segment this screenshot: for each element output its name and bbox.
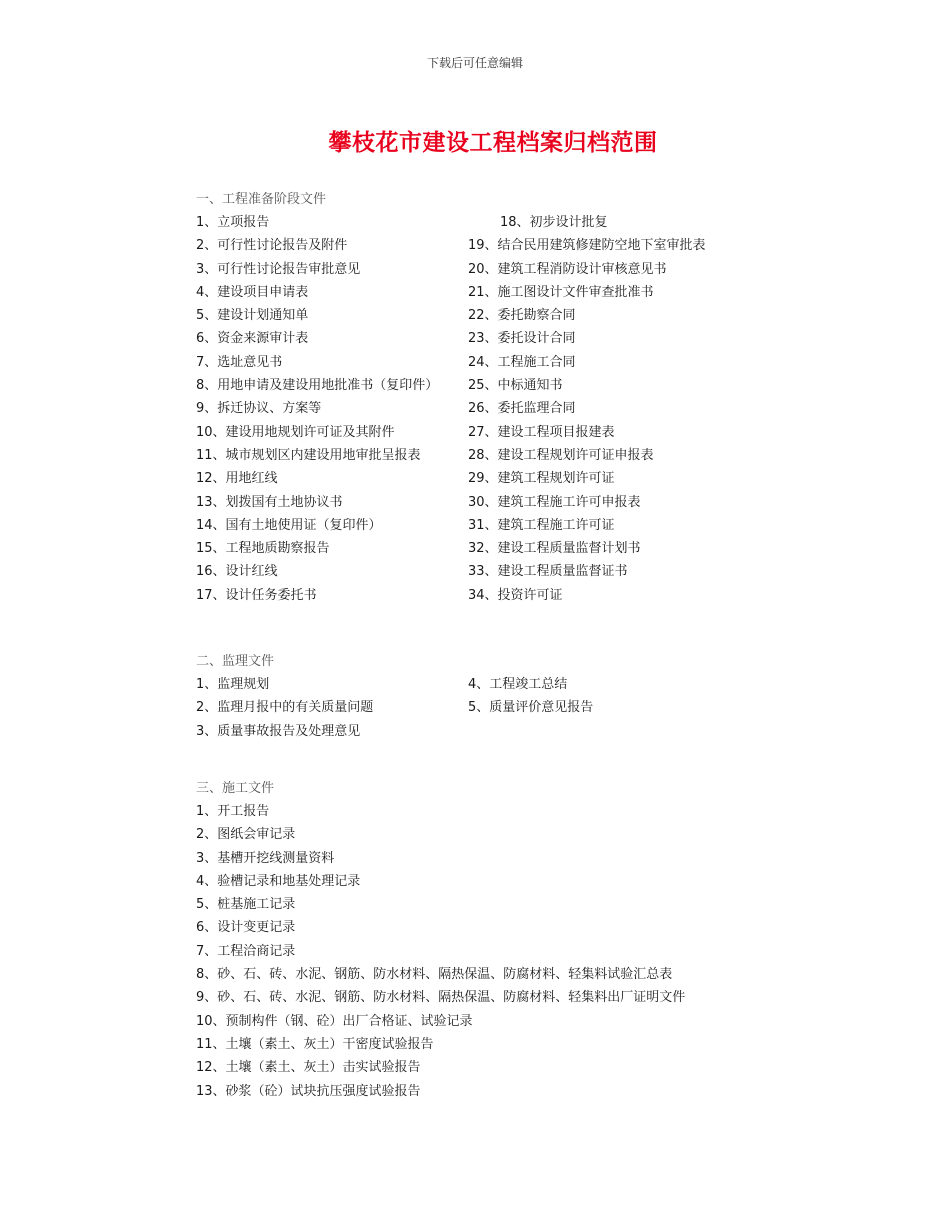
list-item: 3、可行性讨论报告审批意见 — [196, 261, 361, 277]
list-item: 8、用地申请及建设用地批准书（复印件） — [196, 378, 439, 394]
section-title: 一、工程准备阶段文件 — [196, 192, 327, 207]
left-column — [196, 211, 438, 607]
list-item: 7、选址意见书 — [196, 354, 283, 370]
list-item: 6、设计变更记录 — [196, 920, 296, 936]
list-item: 27、建设工程项目报建表 — [468, 424, 615, 440]
list-item: 10、建设用地规划许可证及其附件 — [196, 424, 395, 440]
list-item: 9、拆迁协议、方案等 — [196, 401, 322, 417]
list-item: 13、划拨国有土地协议书 — [196, 494, 343, 510]
list-item: 26、委托监理合同 — [468, 401, 576, 417]
list-item: 11、土壤（素土、灰土）干密度试验报告 — [196, 1036, 434, 1052]
section-title: 二、监理文件 — [196, 654, 275, 669]
list-item: 3、质量事故报告及处理意见 — [196, 723, 361, 739]
list-item: 16、设计红线 — [196, 564, 278, 580]
list-item: 33、建设工程质量监督证书 — [468, 564, 628, 580]
list-item: 29、建筑工程规划许可证 — [468, 471, 615, 487]
list-item: 5、桩基施工记录 — [196, 897, 296, 913]
list-item: 9、砂、石、砖、水泥、钢筋、防水材料、隔热保温、防腐材料、轻集料出厂证明文件 — [196, 990, 686, 1006]
section-construction — [196, 777, 836, 1103]
list-item: 2、图纸会审记录 — [196, 827, 296, 843]
list-item: 17、设计任务委托书 — [196, 587, 317, 603]
list-item: 1、立项报告 — [196, 215, 270, 230]
list-item: 14、国有土地使用证（复印件） — [196, 517, 382, 533]
list-item: 10、预制构件（钢、砼）出厂合格证、试验记录 — [196, 1013, 473, 1029]
list-item: 6、资金来源审计表 — [196, 331, 309, 347]
list-item: 31、建筑工程施工许可证 — [468, 517, 615, 533]
list-item: 24、工程施工合同 — [468, 354, 576, 370]
right-column — [468, 211, 706, 607]
list-item: 13、砂浆（砼）试块抗压强度试验报告 — [196, 1083, 421, 1099]
list-item: 30、建筑工程施工许可申报表 — [468, 494, 641, 510]
list-item: 4、验槽记录和地基处理记录 — [196, 873, 361, 889]
list-item: 4、建设项目申请表 — [196, 284, 309, 300]
list-item: 12、土壤（素土、灰土）击实试验报告 — [196, 1060, 421, 1076]
right-column — [468, 673, 593, 720]
list-item: 21、施工图设计文件审查批准书 — [468, 284, 654, 300]
section-supervision — [196, 650, 836, 739]
list-item: 25、中标通知书 — [468, 378, 563, 394]
list-item: 4、工程竣工总结 — [468, 677, 568, 692]
list-item: 19、结合民用建筑修建防空地下室审批表 — [468, 238, 706, 254]
list-item: 12、用地红线 — [196, 471, 278, 487]
list-item: 23、委托设计合同 — [468, 331, 576, 347]
list-item: 2、可行性讨论报告及附件 — [196, 238, 348, 254]
list-item: 5、建设计划通知单 — [196, 308, 309, 324]
list-item: 11、城市规划区内建设用地审批呈报表 — [196, 447, 421, 463]
list-item: 8、砂、石、砖、水泥、钢筋、防水材料、隔热保温、防腐材料、轻集料试验汇总表 — [196, 967, 673, 983]
section-title: 三、施工文件 — [196, 781, 275, 796]
list-item: 2、监理月报中的有关质量问题 — [196, 700, 374, 716]
header-note: 下载后可任意编辑 — [426, 56, 523, 70]
list-item: 7、工程洽商记录 — [196, 943, 296, 959]
list-item: 22、委托勘察合同 — [468, 308, 576, 324]
left-column — [196, 673, 373, 743]
list-item: 18、初步设计批复 — [500, 215, 608, 230]
list-item: 5、质量评价意见报告 — [468, 700, 594, 716]
list-item: 20、建筑工程消防设计审核意见书 — [468, 261, 667, 277]
list-item: 32、建设工程质量监督计划书 — [468, 541, 641, 557]
list-item: 3、基槽开挖线测量资料 — [196, 850, 335, 866]
list-item: 1、监理规划 — [196, 677, 270, 692]
list-item: 28、建设工程规划许可证申报表 — [468, 447, 654, 463]
section-preparation — [196, 188, 836, 603]
list-item: 34、投资许可证 — [468, 587, 563, 603]
document-title: 攀枝花市建设工程档案归档范围 — [328, 130, 658, 156]
list-item: 15、工程地质勘察报告 — [196, 541, 330, 557]
list-item: 1、开工报告 — [196, 804, 270, 819]
